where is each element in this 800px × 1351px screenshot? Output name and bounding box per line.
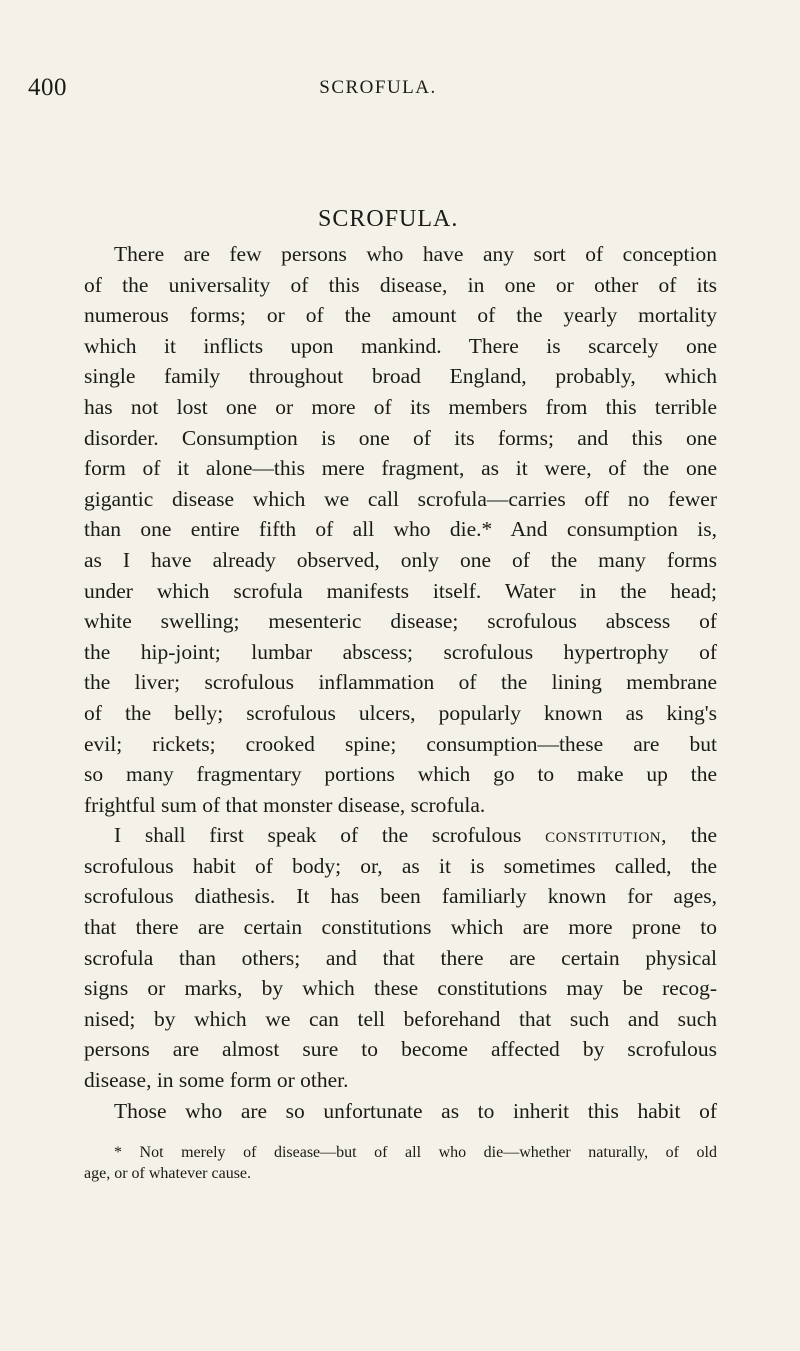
text-line: persons are almost sure to become affected by scrofulous	[84, 1037, 717, 1062]
text-line: frightful sum of that monster disease, scrofula.	[84, 792, 486, 817]
text-line: of the universality of this disease, in one or other of its	[84, 272, 717, 297]
footnote	[84, 1142, 717, 1184]
text-fragment: the	[690, 823, 717, 848]
footnote-line: age, or of whatever cause.	[84, 1165, 252, 1182]
text-line: scrofulous diathesis. It has been familiarly known for ages,	[84, 884, 717, 909]
text-line: under which scrofula manifests itself. Water in the head;	[84, 578, 717, 603]
text-line-with-small-caps	[84, 820, 717, 851]
text-line: so many fragmentary portions which go to make up the	[84, 762, 717, 787]
text-line: disorder. Consumption is one of its forms; and this one	[84, 425, 717, 450]
chapter-title: SCROFULA.	[318, 206, 459, 232]
small-caps-term: constitution,	[545, 823, 667, 848]
text-line: evil; rickets; crooked spine; consumption—these are but	[84, 731, 717, 756]
body-text	[84, 239, 717, 1126]
running-head	[28, 74, 728, 104]
text-line: single family throughout broad England, probably, which	[84, 364, 717, 389]
text-line: as I have already observed, only one of the many forms	[84, 547, 717, 572]
page-number: 400	[28, 74, 67, 101]
text-line: disease, in some form or other.	[84, 1068, 349, 1093]
text-line: form of it alone—this mere fragment, as it were, of the one	[84, 456, 717, 481]
text-line: numerous forms; or of the amount of the yearly mortality	[84, 303, 717, 328]
text-line: gigantic disease which we call scrofula—carries off no fewer	[84, 486, 717, 511]
text-line: signs or marks, by which these constitutions may be recog-	[84, 976, 717, 1001]
text-line: that there are certain constitutions which are more prone to	[84, 915, 717, 940]
text-line: than one entire fifth of all who die.* And consumption is,	[84, 517, 717, 542]
text-line: the hip-joint; lumbar abscess; scrofulous hypertrophy of	[84, 639, 717, 664]
text-line: has not lost one or more of its members from this terrible	[84, 394, 717, 419]
running-title: SCROFULA.	[319, 77, 437, 98]
text-line: of the belly; scrofulous ulcers, popularly known as king's	[84, 700, 717, 725]
text-line: which it inflicts upon mankind. There is scarcely one	[84, 333, 717, 358]
text-line: There are few persons who have any sort of conception	[114, 242, 717, 266]
text-line: scrofula than others; and that there are certain physical	[84, 945, 717, 970]
text-fragment: I shall first speak of the scrofulous	[114, 823, 522, 848]
text-line: the liver; scrofulous inflammation of the lining membrane	[84, 670, 717, 695]
text-line: nised; by which we can tell beforehand that such and such	[84, 1006, 717, 1031]
text-line: scrofulous habit of body; or, as it is sometimes called, the	[84, 853, 717, 878]
text-line: white swelling; mesenteric disease; scrofulous abscess of	[84, 609, 717, 634]
text-line: Those who are so unfortunate as to inherit this habit of	[114, 1098, 717, 1123]
footnote-line: * Not merely of disease—but of all who die—whether naturally, of old	[114, 1144, 717, 1161]
